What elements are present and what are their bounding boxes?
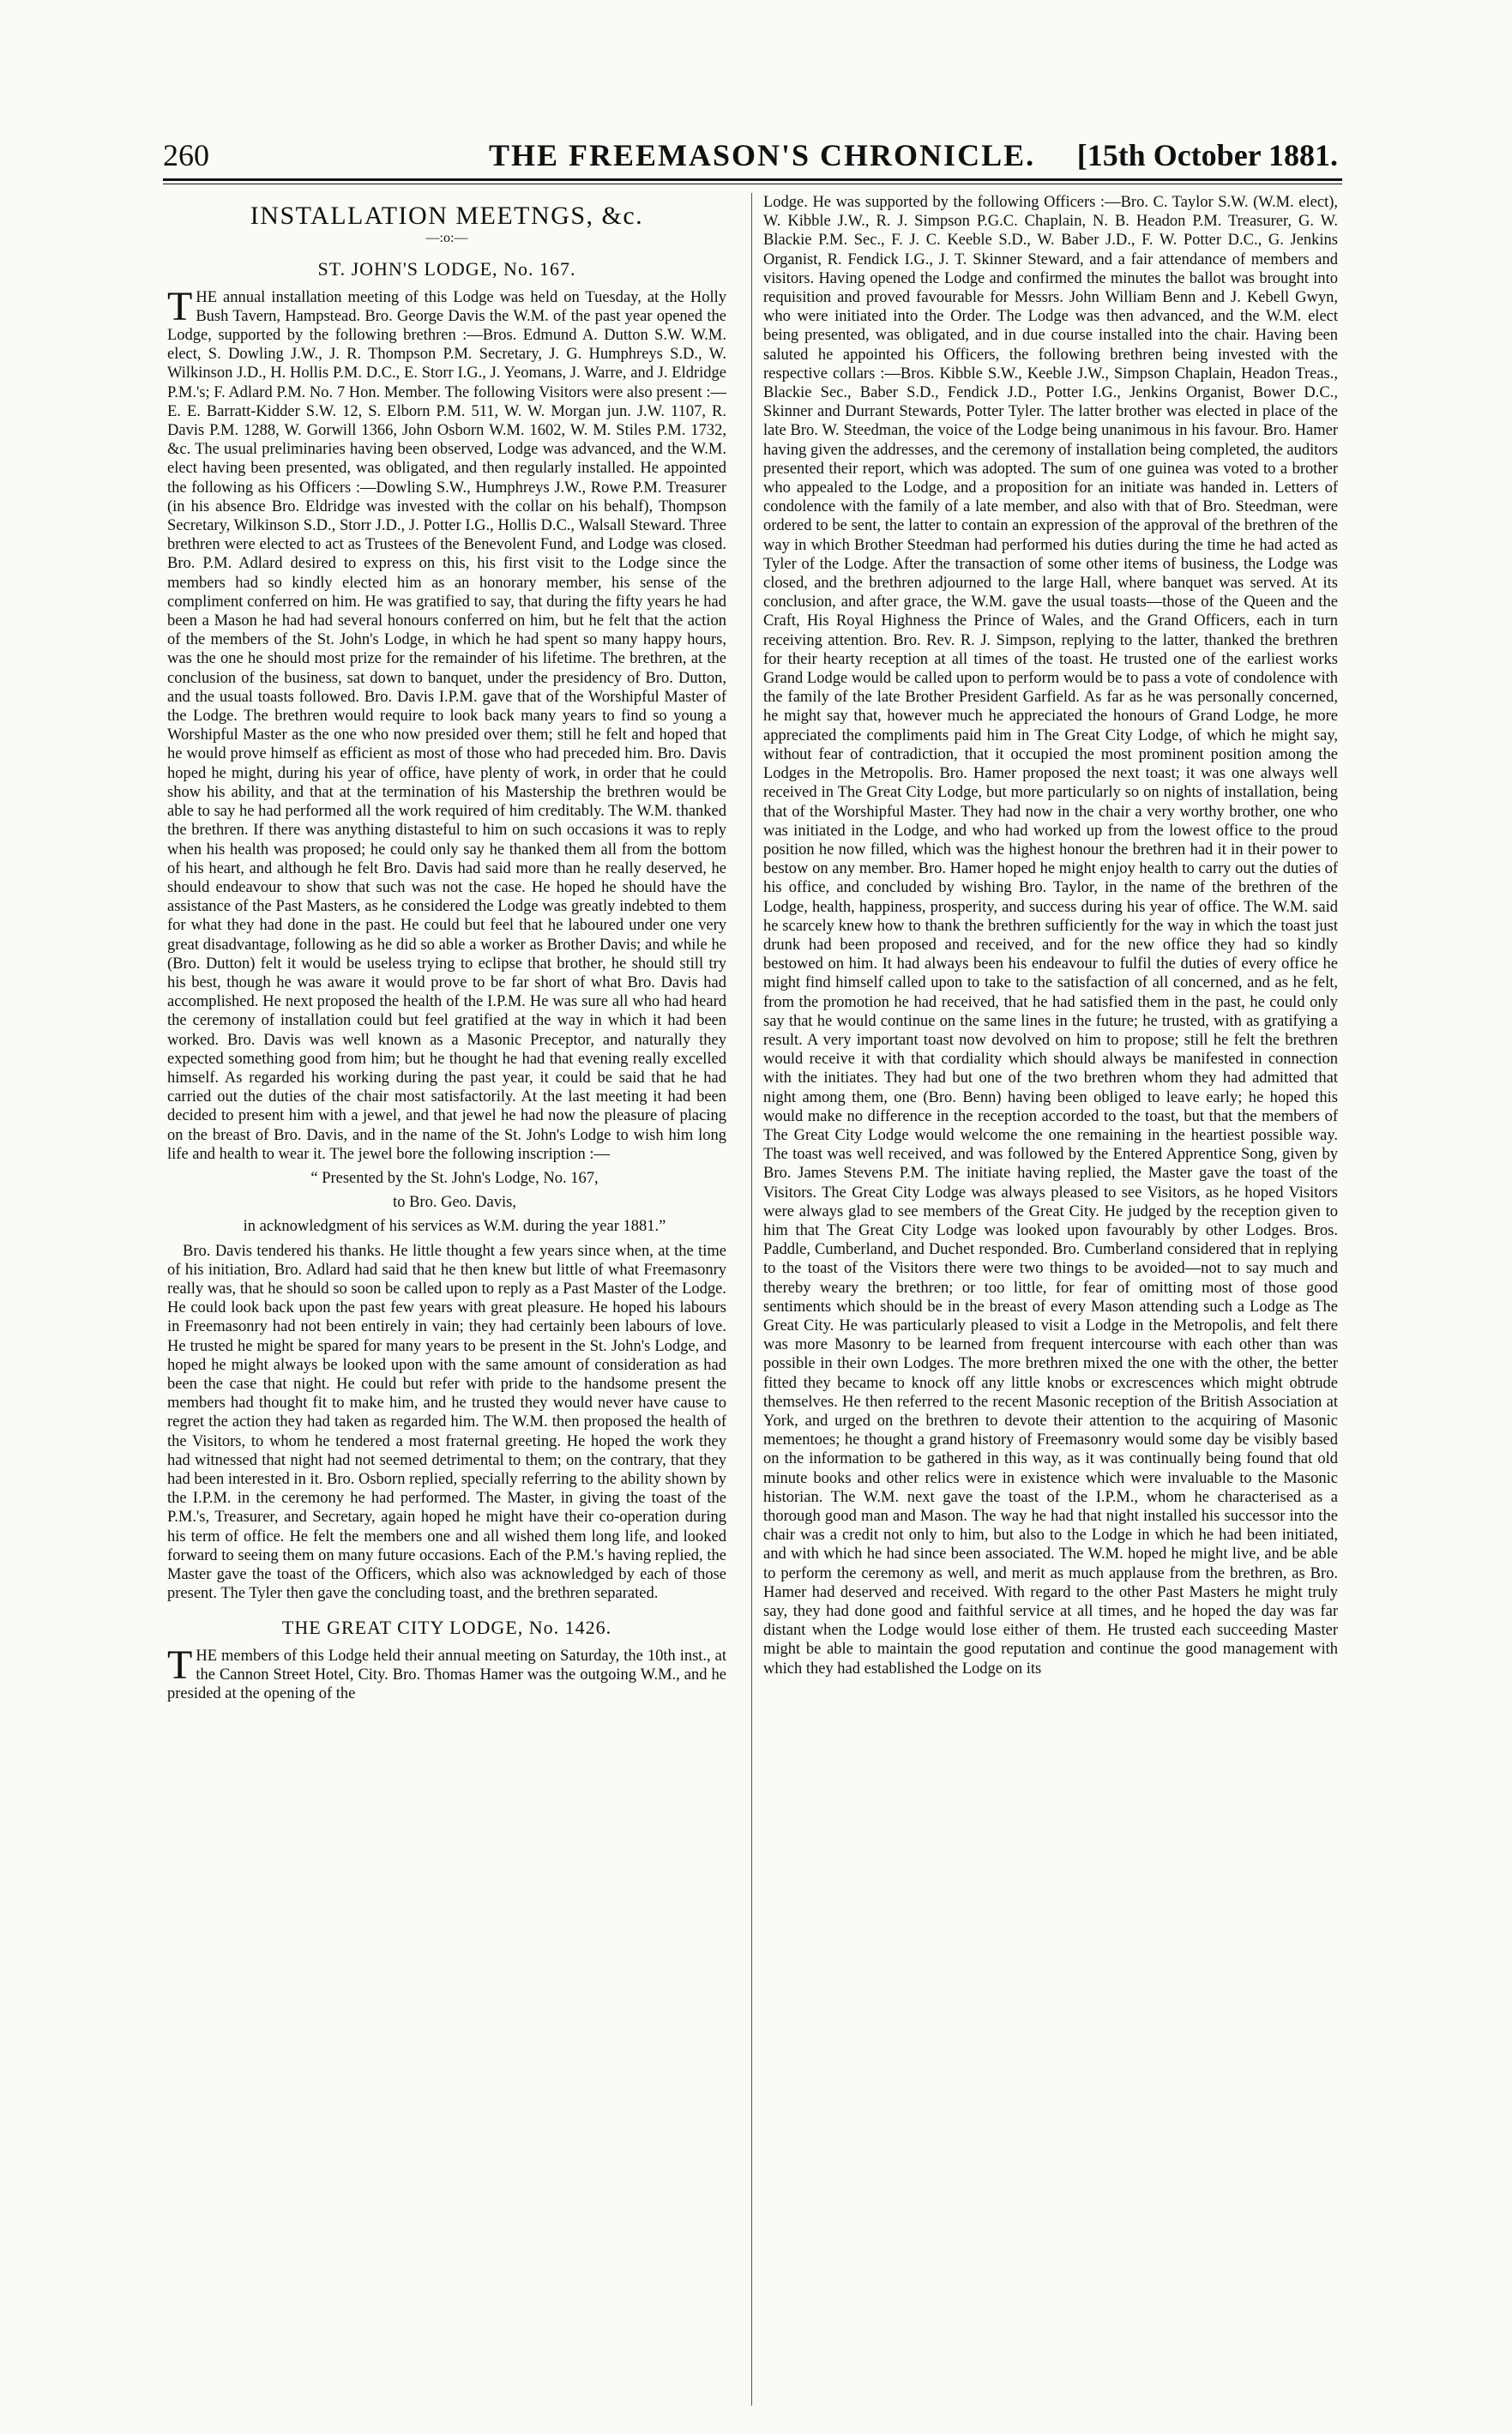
left-column bbox=[167, 193, 726, 1708]
section-title: INSTALLATION MEETNGS, &c. bbox=[250, 202, 644, 230]
column-divider bbox=[751, 193, 752, 2406]
lodge-heading-st-johns: ST. JOHN'S LODGE, No. 167. bbox=[317, 258, 576, 280]
article-paragraph: Lodge. He was supported by the following Officers :—Bro. C. Taylor S.W. (W.M. elect), W. Kibble J.W., R. J. Simpson P.G.C. Chaplain, N. B. Headon P.M. Treasurer, G. W. Blackie P.M. Sec., F. J. C. Keeble S.D., W. Baber J.D., F. W. Potter D.C., G. Jenkins Organist, R. Fendick I.G., J. T. Skinner Steward, and a fair attendance of members and visitors. Having opened the Lodge and confirmed the minutes the ballot was brought into requisition and proved favourable for Messrs. John William Benn and J. Kebell Gwyn, who were initiated into the Order. The Lodge was then advanced, and the W.M. elect being presented, was obligated, and in due course installed into the chair. Having been saluted he appointed his Officers, the following brethren being invested with the respective collars :—Bros. Kibble S.W., Keeble J.W., Simpson Chaplain, Headon Treas., Blackie Sec., Baber S.D., Fendick J.D., Potter I.G., Jenkins Organist, Bower D.C., Skinner and Durrant Stewards, Potter Tyler. The latter brother was elected in place of the late Bro. W. Steedman, the voice of the Lodge being unanimous in his favour. Bro. Hamer having given the addresses, and the ceremony of installation being completed, the auditors presented their report, which was adopted. The sum of one guinea was voted to a brother who appealed to the Lodge, and a proposition for an initiate was handed in. Letters of condolence with the family of a late member, and also with that of Bro. Steedman, were ordered to be sent, the latter to contain an expression of the approval of the brethren of the way in which Brother Steedman had performed his duties during the time he had acted as Tyler of the Lodge. After the transaction of some other items of business, the Lodge was closed, and the brethren adjourned to the large Hall, where banquet was served. At its conclusion, and after grace, the W.M. gave the usual toasts—those of the Queen and the Craft, His Royal Highness the Prince of Wales, and the Grand Officers, each in turn receiving attention. Bro. Rev. R. J. Simpson, replying to the latter, thanked the brethren for their hearty reception at all times of the toast. He trusted one of the earliest works Grand Lodge would be called upon to perform would be to pass a vote of condolence with the family of the late Brother President Garfield. As far as he was personally concerned, he might say that, however much he appreciated the honours of Grand Lodge, he more appreciated the compliments paid him in The Great City Lodge, of which he might say, without fear of contradiction, that it occupied the most prominent position among the Lodges in the Metropolis. Bro. Hamer proposed the next toast; it was one always well received in The Great City Lodge, but more particularly so on nights of installation, being that of the Worshipful Master. They had now in the chair a very worthy brother, one who was initiated in the Lodge, and who had worked up from the lowest office to the proud position he now filled, which was the highest honour the brethren had it in their power to bestow on any member. Bro. Hamer hoped he might enjoy health to carry out the duties of his office, and concluded by wishing Bro. Taylor, in the name of the brethren of the Lodge, health, happiness, prosperity, and success during his year of office. The W.M. said he scarcely knew how to thank the brethren sufficiently for the way in which the toast just drunk had been proposed and received, and for the new office they had so kindly bestowed on him. It had always been his endeavour to fulfil the duties of every office he might find himself called upon to take to the satisfaction of all concerned, and as he felt, from the promotion he had received, that he had satisfied them in the past, he could only say that he would continue on the same lines in the future; he trusted, with as gratifying a result. A very important toast now devolved on him to propose; still he felt the brethren would receive it with that cordiality which should always be manifested in connection with the initiates. They had but one of the two brethren whom they had admitted that night among them, one (Bro. Benn) having been obliged to leave early; he hoped this would make no difference in the reception accorded to the toast, but that the members of The Great City Lodge would welcome the one remaining in the heartiest possible way. The toast was well received, and was followed by the Entered Apprentice Song, given by Bro. James Stevens P.M. The initiate having replied, the Master gave the toast of the Visitors. The Great City Lodge was always pleased to see Visitors, as he hoped Visitors were always glad to see members of the Great City. He judged by the reception given to him that The Great City Lodge was looked upon favourably by other Lodges. Bros. Paddle, Cumberland, and Duchet responded. Bro. Cumberland considered that in replying to the toast of the Visitors there were two things to be avoided—not to say much and thereby weary the brethren; or too little, for fear of omitting most of those good sentiments which should be in the breast of every Mason attending such a Lodge as The Great City. He was particularly pleased to visit a Lodge in the Metropolis, and felt there was more Masonry to be learned from frequent intercourse with each other than was possible in their own Lodges. The more brethren mixed the one with the other, the better fitted they became to knock off any little knobs or excrescences which might obtrude themselves. He then referred to the recent Masonic reception of the British Association at York, and urged on the brethren to devote their attention to the acquiring of Masonic mementoes; he thought a grand history of Freemasonry would some day be visibly based on the information to be gathered in this way, as it was continually being found that old minute books and other relics were in existence which were invaluable to the Masonic historian. The W.M. next gave the toast of the I.P.M., whom he characterised as a thorough good man and Mason. The way he had that night installed his successor into the chair was a credit not only to him, but also to the Lodge in which he had been initiated, and with which he had since been associated. The W.M. hoped he might live, and be able to perform the ceremony as well, and merit as much applause from the brethren, as Bro. Hamer had deserved and received. With regard to the other Past Masters he might truly say, they had done good and faithful service at all times, and he hoped the day was far distant when the Lodge would lose either of them. He trusted each succeeding Master might be able to maintain the good reputation and continue the good management with which they had established the Lodge on its bbox=[763, 194, 1338, 1678]
section-ornament: —:o:— bbox=[425, 231, 468, 246]
right-column bbox=[763, 193, 1338, 1684]
inscription-line: “ Presented by the St. John's Lodge, No. 167, bbox=[310, 1169, 599, 1187]
header-rule-thick bbox=[163, 178, 1342, 181]
article-paragraph bbox=[167, 1642, 726, 1704]
article-text: HE members of this Lodge held their annual meeting on Saturday, the 10th inst., at the Cannon Street Hotel, City. Bro. Thomas Hamer was the outgoing W.M., and he presided at the opening of the bbox=[167, 1647, 726, 1703]
inscription-line: to Bro. Geo. Davis, bbox=[393, 1194, 516, 1212]
issue-date: [15th October 1881. bbox=[1076, 138, 1338, 172]
article-paragraph bbox=[167, 283, 726, 1164]
lodge-heading-great-city: THE GREAT CITY LODGE, No. 1426. bbox=[281, 1617, 612, 1639]
article-paragraph: Bro. Davis tendered his thanks. He little thought a few years since when, at the time of his initiation, Bro. Adlard had said that he then knew but little of what Freemasonry really was, that he should so soon be called upon to reply as a Past Master of the Lodge. He could look back upon the past few years with great pleasure. He hoped his labours in Freemasonry had not been entirely in vain; they had certainly been labours of love. He trusted he might be spared for many years to be present in the St. John's Lodge, and hoped he might always be looked upon with the same amount of consideration as had been the case that night. He could but refer with pride to the handsome present the members had thought fit to make him, and he trusted they would never have cause to regret the action they had taken as regarded him. The W.M. then proposed the health of the Visitors, to whom he tendered a most fraternal greeting. He hoped the work they had witnessed that night had not seemed detrimental to them; on the contrary, that they had been interested in it. Bro. Osborn replied, specially referring to the ability shown by the I.P.M. in the ceremony he had performed. The Master, in giving the toast of the P.M.'s, Treasurer, and Secretary, again hoped he might have their co-operation during his term of office. He felt the members one and all wished them long life, and looked forward to seeing them on many future occasions. Each of the P.M.'s having replied, the Master gave the toast of the Officers, which also was acknowledged by each of those present. The Tyler then gave the concluding toast, and the brethren separated. bbox=[167, 1242, 726, 1603]
drop-cap: T bbox=[167, 283, 193, 329]
inscription-line: in acknowledgment of his services as W.M. during the year 1881.” bbox=[243, 1218, 666, 1236]
publication-title: THE FREEMASON'S CHRONICLE. bbox=[489, 138, 1036, 172]
article-text: HE annual installation meeting of this Lodge was held on Tuesday, at the Holly Bush Tavern, Hampstead. Bro. George Davis the W.M. of the past year opened the Lodge, supported by the following brethren :—Bros. Edmund A. Dutton S.W. W.M. elect, S. Dowling J.W., J. R. Thompson P.M. Secretary, J. G. Humphreys S.D., W. Wilkinson J.D., H. Hollis P.M. D.C., E. Storr I.G., J. Yeomans, J. Warre, and J. Eldridge P.M.'s; F. Adlard P.M. No. 7 Hon. Member. The following Visitors were also present :—E. E. Barratt-Kidder S.W. 12, S. Elborn P.M. 511, W. W. Morgan jun. J.W. 1107, R. Davis P.M. 1288, W. Gorwill 1366, John Osborn W.M. 1602, W. M. Stiles P.M. 1732, &c. The usual preliminaries having been observed, Lodge was advanced, and the W.M. elect having been presented, was obligated, and then regularly installed. He appointed the following as his Officers :—Dowling S.W., Humphreys J.W., Rowe P.M. Treasurer (in his absence Bro. Eldridge was invested with the collar on his behalf), Thompson Secretary, Wilkinson S.D., Storr J.D., J. Potter I.G., Hollis D.C., Walsall Steward. Three brethren were elected to act as Trustees of the Benevolent Fund, and Lodge was closed. Bro. P.M. Adlard desired to express on this, his first visit to the Lodge since the members had so kindly elected him as an honorary member, his sense of the compliment conferred on him. He was gratified to say, that during the fifty years he had been a Mason he had had several honours conferred on him, but he felt that the action of the members of the St. John's Lodge, in which he had spent so many happy hours, was the one he should most prize for the remainder of his lifetime. The brethren, at the conclusion of the business, sat down to banquet, under the presidency of Bro. Dutton, and the usual toasts followed. Bro. Davis I.P.M. gave that of the Worshipful Master of the Lodge. The brethren would require to look back many years to find so young a Worshipful Master as the one who now presided over them; still he felt and hoped that he would prove himself as efficient as most of those who had preceded him. Bro. Davis hoped he might, during his year of office, have plenty of work, in order that he could show his ability, and that at the termination of his Mastership the brethren would be able to say he had performed all the work required of him creditably. The W.M. thanked the brethren. If there was anything distasteful to him on such occasions it was to reply when his health was proposed; he could only say he thanked them all from the bottom of his heart, and although he felt Bro. Davis had said more than he really deserved, he should endeavour to show that such was not the case. He hoped he should have the assistance of the Past Masters, as he considered the Lodge was greatly indebted to them for what they had done in the past. He could but feel that he laboured under one very great disadvantage, following as he did so able a worker as Brother Davis; and while he (Bro. Dutton) felt it would be useless trying to eclipse that brother, he should still try his best, though he was aware it would prove to be far short of what Bro. Davis had accomplished. He next proposed the health of the I.P.M. He was sure all who had heard the ceremony of installation could but feel gratified at the way in which it had been worked. Bro. Davis was well known as a Masonic Preceptor, and naturally they expected something good from him; but he thought he had that evening really excelled himself. As regarded his working during the past year, it could be said that he had carried out the duties of the chair most satisfactorily. At the last meeting it had been decided to present him with a jewel, and that jewel he had now the pleasure of placing on the breast of Bro. Davis, and in the name of the St. John's Lodge to wish him long life and health to wear it. The jewel bore the following inscription :— bbox=[167, 288, 726, 1163]
page-number: 260 bbox=[163, 138, 209, 172]
drop-cap: T bbox=[167, 1642, 193, 1688]
